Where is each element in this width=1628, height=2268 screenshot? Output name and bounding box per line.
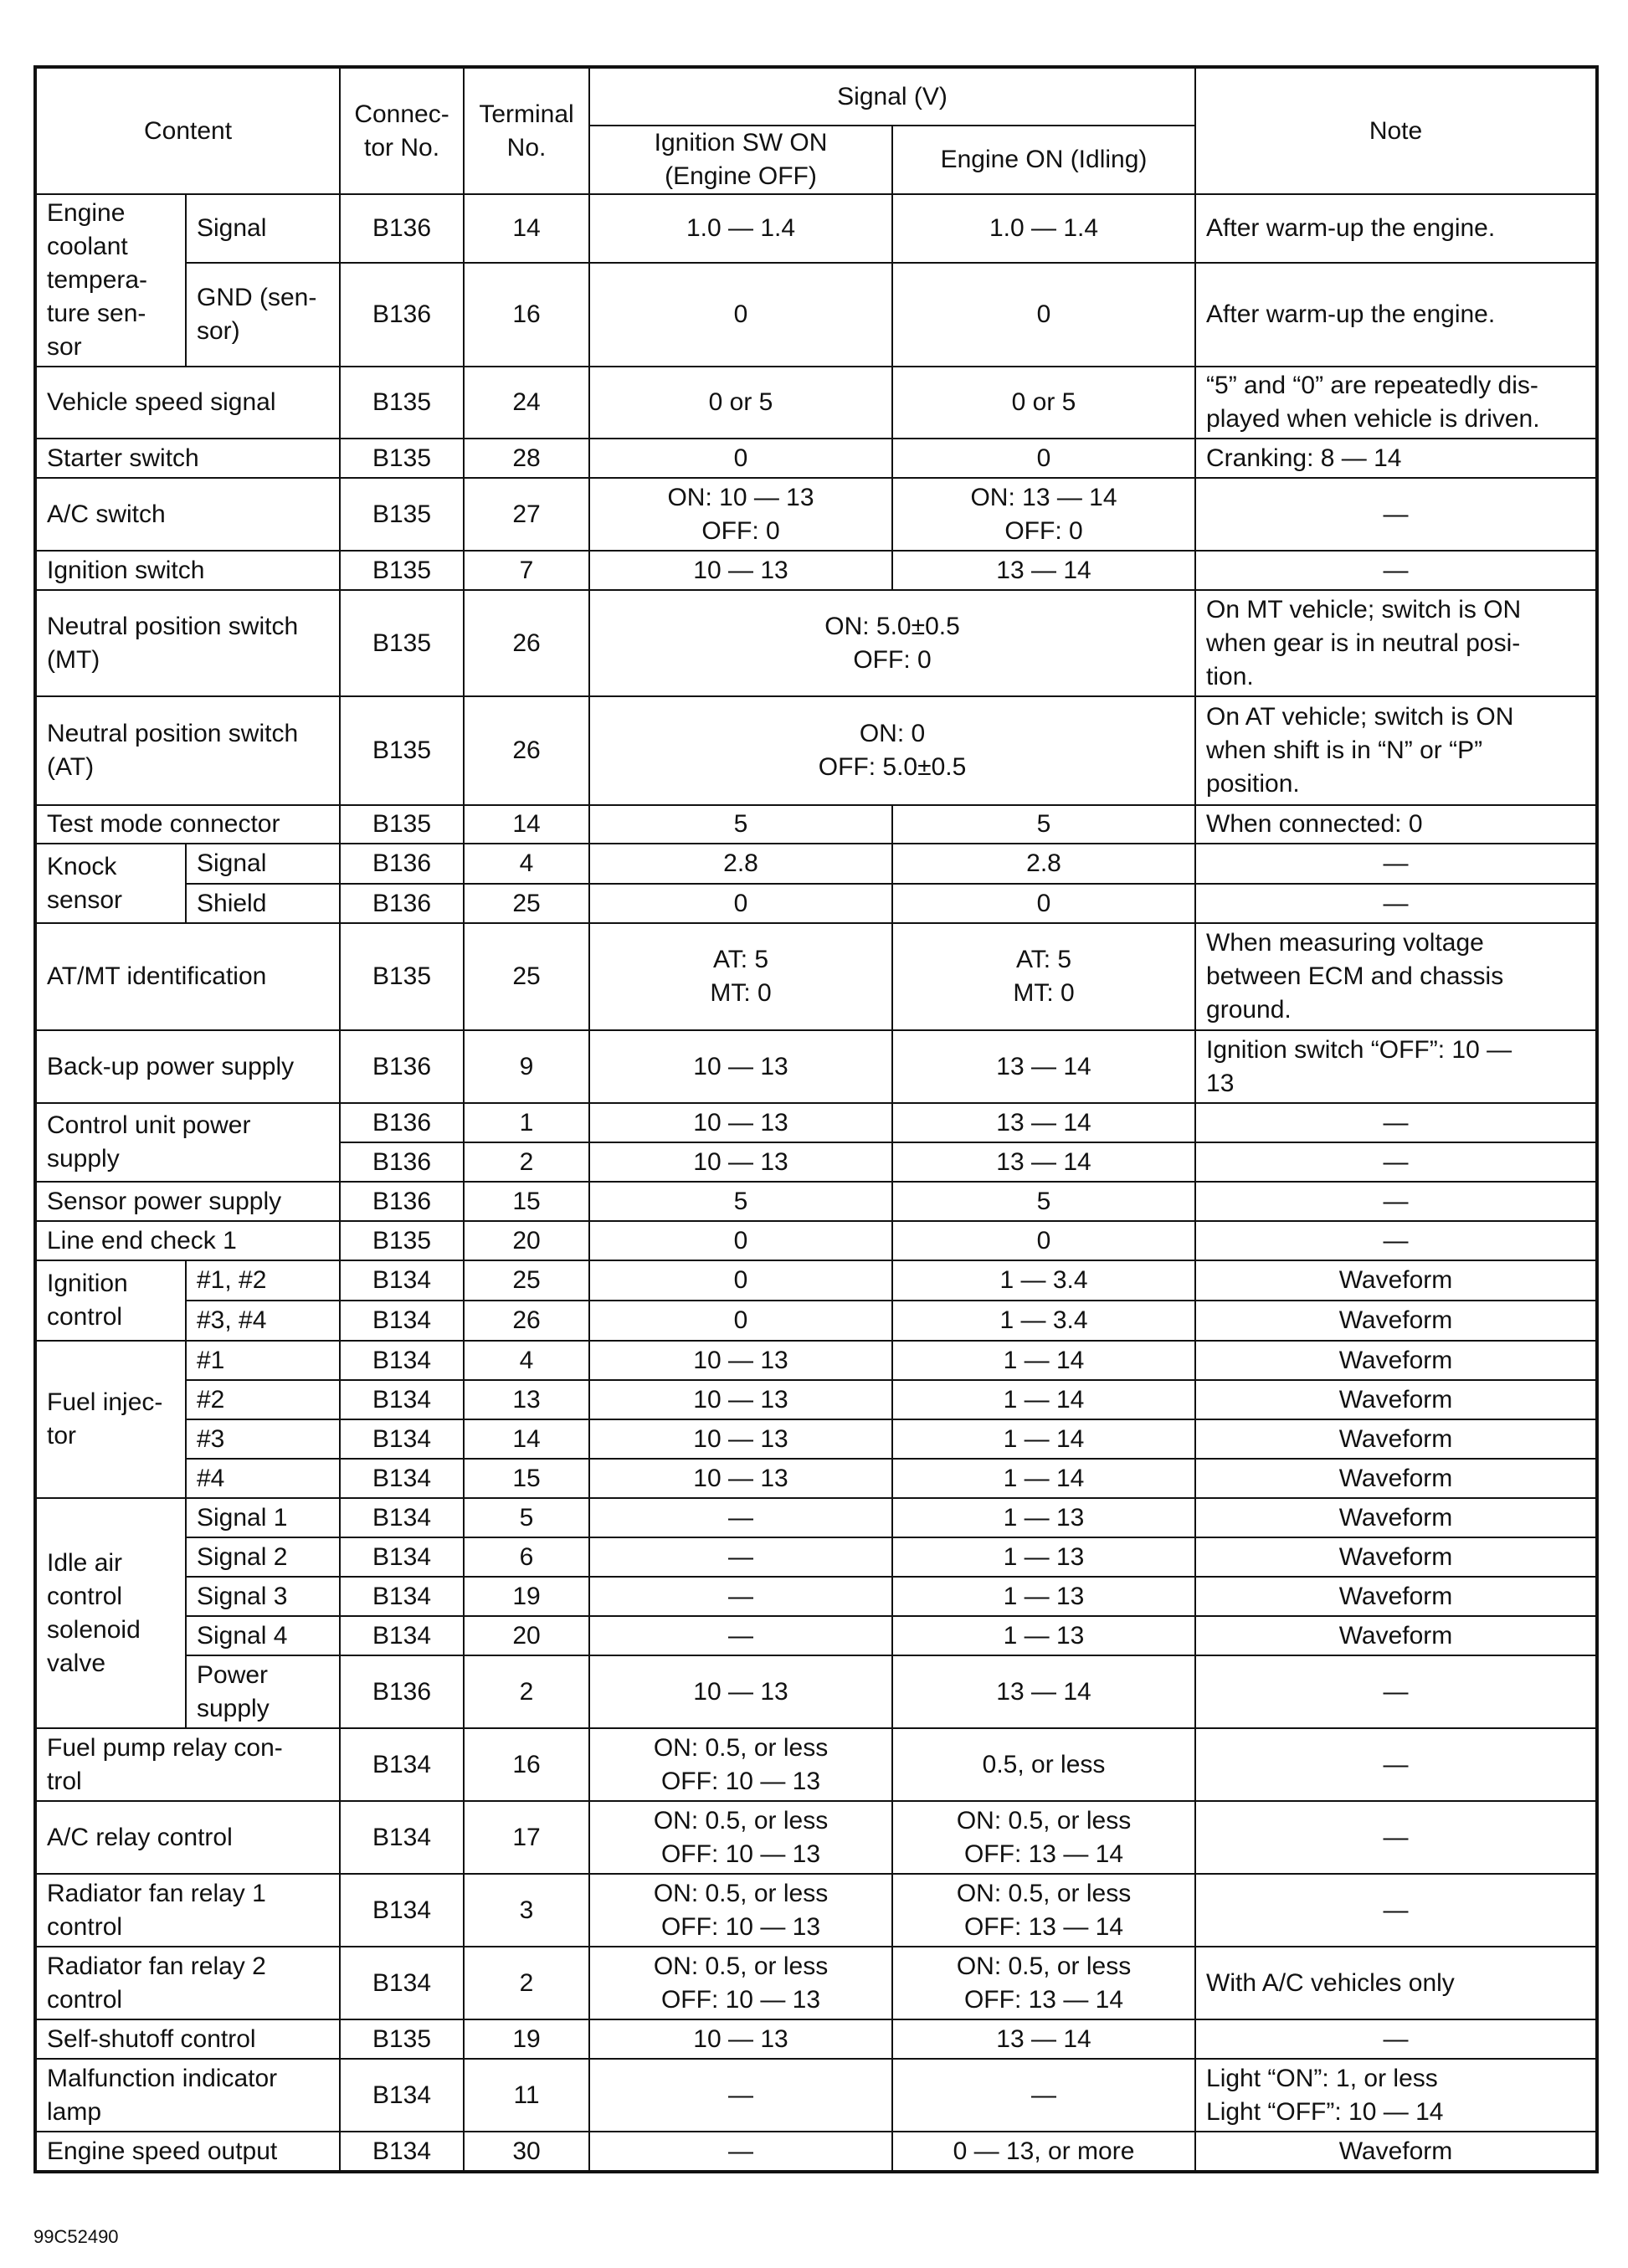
signal-merged: ON: 5.0±0.5 OFF: 0: [589, 590, 1195, 696]
note: —: [1195, 1655, 1597, 1728]
connector-no: B136: [340, 263, 464, 367]
content-group: Engine coolant tempera- ture sen- sor: [35, 194, 186, 367]
signal-engine-on: 0: [892, 1221, 1195, 1260]
connector-no: B134: [340, 1801, 464, 1874]
connector-no: B135: [340, 590, 464, 696]
signal-ign-sw-on: 2.8: [589, 844, 892, 884]
terminal-no: 19: [464, 1577, 589, 1616]
terminal-no: 13: [464, 1380, 589, 1419]
signal-engine-on: AT: 5 MT: 0: [892, 923, 1195, 1030]
signal-ign-sw-on: —: [589, 1577, 892, 1616]
signal-ign-sw-on: 1.0 — 1.4: [589, 194, 892, 263]
signal-engine-on: 0 — 13, or more: [892, 2132, 1195, 2172]
content-group: Fuel injec- tor: [35, 1341, 186, 1498]
signal-ign-sw-on: ON: 10 — 13 OFF: 0: [589, 478, 892, 551]
connector-no: B134: [340, 2059, 464, 2132]
signal-engine-on: 13 — 14: [892, 1142, 1195, 1182]
content-sub: #1: [186, 1341, 340, 1380]
terminal-no: 5: [464, 1498, 589, 1537]
signal-ign-sw-on: ON: 0.5, or less OFF: 10 — 13: [589, 1947, 892, 2019]
connector-no: B135: [340, 551, 464, 590]
connector-no: B136: [340, 194, 464, 263]
connector-no: B134: [340, 1419, 464, 1459]
connector-no: B134: [340, 1537, 464, 1577]
signal-ign-sw-on: 10 — 13: [589, 1341, 892, 1380]
connector-no: B135: [340, 805, 464, 844]
connector-no: B134: [340, 1874, 464, 1947]
table-row: [35, 1655, 1597, 1728]
terminal-no: 14: [464, 1419, 589, 1459]
content-label: Control unit power supply: [35, 1103, 340, 1182]
signal-ign-sw-on: 10 — 13: [589, 551, 892, 590]
signal-engine-on: 0 or 5: [892, 367, 1195, 439]
terminal-no: 4: [464, 844, 589, 884]
content-label: Neutral position switch (AT): [35, 696, 340, 805]
content-group: Ignition control: [35, 1260, 186, 1341]
signal-engine-on: 5: [892, 805, 1195, 844]
note: Cranking: 8 — 14: [1195, 439, 1597, 478]
connector-no: B134: [340, 1459, 464, 1498]
table-row: [35, 439, 1597, 478]
note: —: [1195, 1103, 1597, 1142]
signal-ign-sw-on: 10 — 13: [589, 1419, 892, 1459]
note: —: [1195, 844, 1597, 884]
signal-ign-sw-on: —: [589, 1537, 892, 1577]
signal-ign-sw-on: 0 or 5: [589, 367, 892, 439]
terminal-no: 26: [464, 696, 589, 805]
note: Waveform: [1195, 1301, 1597, 1341]
table-row: [35, 478, 1597, 551]
table-row: [35, 1459, 1597, 1498]
table-row: [35, 551, 1597, 590]
table-row: [35, 194, 1597, 263]
signal-ign-sw-on: ON: 0.5, or less OFF: 10 — 13: [589, 1874, 892, 1947]
signal-engine-on: ON: 13 — 14 OFF: 0: [892, 478, 1195, 551]
terminal-no: 25: [464, 923, 589, 1030]
connector-no: B134: [340, 1260, 464, 1301]
signal-ign-sw-on: 0: [589, 439, 892, 478]
signal-engine-on: 1 — 3.4: [892, 1260, 1195, 1301]
connector-no: B134: [340, 1616, 464, 1655]
content-label: Line end check 1: [35, 1221, 340, 1260]
signal-engine-on: 13 — 14: [892, 2019, 1195, 2059]
connector-no: B134: [340, 1341, 464, 1380]
content-sub: #2: [186, 1380, 340, 1419]
note: —: [1195, 1142, 1597, 1182]
table-row: [35, 2019, 1597, 2059]
terminal-no: 25: [464, 884, 589, 923]
content-sub: #1, #2: [186, 1260, 340, 1301]
content-label: Neutral position switch (MT): [35, 590, 340, 696]
connector-no: B135: [340, 478, 464, 551]
signal-engine-on: 1 — 14: [892, 1419, 1195, 1459]
signal-ign-sw-on: 0: [589, 1301, 892, 1341]
connector-no: B135: [340, 1221, 464, 1260]
content-sub: Signal 2: [186, 1537, 340, 1577]
content-label: Radiator fan relay 2 control: [35, 1947, 340, 2019]
connector-no: B136: [340, 1655, 464, 1728]
terminal-no: 24: [464, 367, 589, 439]
content-label: Back-up power supply: [35, 1030, 340, 1103]
table-row: [35, 1260, 1597, 1301]
signal-engine-on: 0: [892, 263, 1195, 367]
signal-engine-on: 1 — 13: [892, 1498, 1195, 1537]
signal-engine-on: 2.8: [892, 844, 1195, 884]
figure-code: 99C52490: [33, 2226, 119, 2247]
table-row: [35, 1498, 1597, 1537]
signal-ign-sw-on: 10 — 13: [589, 1103, 892, 1142]
content-sub: #4: [186, 1459, 340, 1498]
connector-no: B134: [340, 1577, 464, 1616]
terminal-no: 2: [464, 1655, 589, 1728]
note: —: [1195, 478, 1597, 551]
content-group: Knock sensor: [35, 844, 186, 923]
connector-no: B135: [340, 367, 464, 439]
table-row: [35, 2059, 1597, 2132]
note: After warm-up the engine.: [1195, 263, 1597, 367]
signal-engine-on: 1 — 13: [892, 1577, 1195, 1616]
terminal-no: 20: [464, 1221, 589, 1260]
table-row: [35, 1341, 1597, 1380]
table-row: [35, 805, 1597, 844]
table-row: [35, 1103, 1597, 1142]
connector-no: B134: [340, 1301, 464, 1341]
signal-engine-on: 1.0 — 1.4: [892, 194, 1195, 263]
signal-engine-on: 13 — 14: [892, 1030, 1195, 1103]
content-label: Radiator fan relay 1 control: [35, 1874, 340, 1947]
note: —: [1195, 1182, 1597, 1221]
note: Waveform: [1195, 1419, 1597, 1459]
note: Waveform: [1195, 1616, 1597, 1655]
signal-engine-on: ON: 0.5, or less OFF: 13 — 14: [892, 1874, 1195, 1947]
terminal-no: 9: [464, 1030, 589, 1103]
content-label: A/C switch: [35, 478, 340, 551]
terminal-no: 15: [464, 1459, 589, 1498]
content-sub: Signal 1: [186, 1498, 340, 1537]
table-row: [35, 1380, 1597, 1419]
signal-ign-sw-on: ON: 0.5, or less OFF: 10 — 13: [589, 1728, 892, 1801]
header-content: Content: [35, 67, 340, 194]
content-sub: Signal 3: [186, 1577, 340, 1616]
note: Waveform: [1195, 2132, 1597, 2172]
content-sub: Shield: [186, 884, 340, 923]
table-row: [35, 884, 1597, 923]
connector-no: B135: [340, 696, 464, 805]
signal-ign-sw-on: —: [589, 2132, 892, 2172]
signal-merged: ON: 0 OFF: 5.0±0.5: [589, 696, 1195, 805]
signal-engine-on: 1 — 14: [892, 1459, 1195, 1498]
connector-no: B136: [340, 1103, 464, 1142]
terminal-no: 1: [464, 1103, 589, 1142]
note: When measuring voltage between ECM and chassis ground.: [1195, 923, 1597, 1030]
terminal-no: 15: [464, 1182, 589, 1221]
note: —: [1195, 2019, 1597, 2059]
table-row: [35, 1537, 1597, 1577]
connector-no: B134: [340, 1947, 464, 2019]
table-row: [35, 1419, 1597, 1459]
terminal-no: 2: [464, 1142, 589, 1182]
table-row: [35, 1182, 1597, 1221]
table-row: [35, 590, 1597, 696]
content-label: Vehicle speed signal: [35, 367, 340, 439]
note: Waveform: [1195, 1577, 1597, 1616]
content-sub: GND (sen- sor): [186, 263, 340, 367]
table-row: [35, 1947, 1597, 2019]
content-label: AT/MT identification: [35, 923, 340, 1030]
note: Waveform: [1195, 1459, 1597, 1498]
content-sub: #3: [186, 1419, 340, 1459]
table-row: [35, 1801, 1597, 1874]
header-connector: Connec- tor No.: [340, 67, 464, 194]
note: —: [1195, 1801, 1597, 1874]
connector-no: B136: [340, 844, 464, 884]
signal-engine-on: 5: [892, 1182, 1195, 1221]
table-row: [35, 696, 1597, 805]
table-row: [35, 923, 1597, 1030]
content-label: Starter switch: [35, 439, 340, 478]
terminal-no: 14: [464, 805, 589, 844]
signal-ign-sw-on: 0: [589, 1221, 892, 1260]
note: When connected: 0: [1195, 805, 1597, 844]
signal-engine-on: ON: 0.5, or less OFF: 13 — 14: [892, 1947, 1195, 2019]
content-sub: Signal 4: [186, 1616, 340, 1655]
connector-no: B136: [340, 1030, 464, 1103]
connector-no: B134: [340, 1380, 464, 1419]
header-terminal: Terminal No.: [464, 67, 589, 194]
table-row: [35, 1221, 1597, 1260]
note: With A/C vehicles only: [1195, 1947, 1597, 2019]
note: Waveform: [1195, 1341, 1597, 1380]
signal-ign-sw-on: 0: [589, 1260, 892, 1301]
terminal-no: 30: [464, 2132, 589, 2172]
terminal-no: 3: [464, 1874, 589, 1947]
signal-engine-on: 0: [892, 439, 1195, 478]
terminal-no: 26: [464, 1301, 589, 1341]
table-row: [35, 1728, 1597, 1801]
terminal-no: 14: [464, 194, 589, 263]
connector-no: B134: [340, 2132, 464, 2172]
note: —: [1195, 551, 1597, 590]
table-row: [35, 1030, 1597, 1103]
content-group: Idle air control solenoid valve: [35, 1498, 186, 1728]
connector-no: B135: [340, 439, 464, 478]
content-label: A/C relay control: [35, 1801, 340, 1874]
signal-engine-on: 13 — 14: [892, 1655, 1195, 1728]
signal-engine-on: 1 — 3.4: [892, 1301, 1195, 1341]
signal-ign-sw-on: 0: [589, 884, 892, 923]
header-note: Note: [1195, 67, 1597, 194]
signal-ign-sw-on: 10 — 13: [589, 1655, 892, 1728]
signal-ign-sw-on: —: [589, 2059, 892, 2132]
connector-no: B135: [340, 2019, 464, 2059]
note: “5” and “0” are repeatedly dis- played when vehicle is driven.: [1195, 367, 1597, 439]
signal-ign-sw-on: 0: [589, 263, 892, 367]
signal-engine-on: 0: [892, 884, 1195, 923]
signal-ign-sw-on: 10 — 13: [589, 1459, 892, 1498]
content-label: Malfunction indicator lamp: [35, 2059, 340, 2132]
terminal-no: 20: [464, 1616, 589, 1655]
signal-table: [33, 65, 1599, 2173]
content-sub: Signal: [186, 194, 340, 263]
signal-engine-on: 1 — 13: [892, 1537, 1195, 1577]
signal-ign-sw-on: 10 — 13: [589, 1030, 892, 1103]
table-row: [35, 1616, 1597, 1655]
table-row: [35, 844, 1597, 884]
terminal-no: 11: [464, 2059, 589, 2132]
note: Light “ON”: 1, or less Light “OFF”: 10 — 14: [1195, 2059, 1597, 2132]
terminal-no: 19: [464, 2019, 589, 2059]
table-row: [35, 1577, 1597, 1616]
content-label: Sensor power supply: [35, 1182, 340, 1221]
note: —: [1195, 1728, 1597, 1801]
terminal-no: 17: [464, 1801, 589, 1874]
note: Waveform: [1195, 1380, 1597, 1419]
note: Waveform: [1195, 1498, 1597, 1537]
signal-ign-sw-on: —: [589, 1498, 892, 1537]
terminal-no: 6: [464, 1537, 589, 1577]
terminal-no: 26: [464, 590, 589, 696]
content-sub: Signal: [186, 844, 340, 884]
signal-engine-on: 13 — 14: [892, 1103, 1195, 1142]
content-label: Ignition switch: [35, 551, 340, 590]
header-signal: Signal (V): [589, 67, 1195, 126]
note: Waveform: [1195, 1537, 1597, 1577]
connector-no: B135: [340, 923, 464, 1030]
content-label: Self-shutoff control: [35, 2019, 340, 2059]
terminal-no: 16: [464, 263, 589, 367]
signal-engine-on: 1 — 14: [892, 1380, 1195, 1419]
terminal-no: 7: [464, 551, 589, 590]
header-engine-on: Engine ON (Idling): [892, 126, 1195, 194]
content-sub: Power supply: [186, 1655, 340, 1728]
content-label: Fuel pump relay con- trol: [35, 1728, 340, 1801]
connector-no: B136: [340, 1182, 464, 1221]
terminal-no: 28: [464, 439, 589, 478]
terminal-no: 16: [464, 1728, 589, 1801]
signal-engine-on: 0.5, or less: [892, 1728, 1195, 1801]
content-label: Engine speed output: [35, 2132, 340, 2172]
terminal-no: 2: [464, 1947, 589, 2019]
terminal-no: 27: [464, 478, 589, 551]
signal-ign-sw-on: 5: [589, 1182, 892, 1221]
connector-no: B134: [340, 1498, 464, 1537]
note: —: [1195, 1874, 1597, 1947]
note: Waveform: [1195, 1260, 1597, 1301]
signal-ign-sw-on: ON: 0.5, or less OFF: 10 — 13: [589, 1801, 892, 1874]
signal-ign-sw-on: 10 — 13: [589, 1380, 892, 1419]
signal-ign-sw-on: 10 — 13: [589, 1142, 892, 1182]
note: After warm-up the engine.: [1195, 194, 1597, 263]
table-row: [35, 2132, 1597, 2172]
signal-ign-sw-on: 10 — 13: [589, 2019, 892, 2059]
signal-ign-sw-on: 5: [589, 805, 892, 844]
table-row: [35, 367, 1597, 439]
connector-no: B136: [340, 1142, 464, 1182]
note: Ignition switch “OFF”: 10 — 13: [1195, 1030, 1597, 1103]
connector-no: B136: [340, 884, 464, 923]
signal-engine-on: 1 — 14: [892, 1341, 1195, 1380]
table-row: [35, 1874, 1597, 1947]
signal-ign-sw-on: AT: 5 MT: 0: [589, 923, 892, 1030]
signal-engine-on: 13 — 14: [892, 551, 1195, 590]
header-ign-sw-on: Ignition SW ON (Engine OFF): [589, 126, 892, 194]
connector-no: B134: [340, 1728, 464, 1801]
note: On AT vehicle; switch is ON when shift is in “N” or “P” position.: [1195, 696, 1597, 805]
content-sub: #3, #4: [186, 1301, 340, 1341]
signal-engine-on: ON: 0.5, or less OFF: 13 — 14: [892, 1801, 1195, 1874]
signal-ign-sw-on: —: [589, 1616, 892, 1655]
note: —: [1195, 884, 1597, 923]
terminal-no: 25: [464, 1260, 589, 1301]
note: On MT vehicle; switch is ON when gear is in neutral posi- tion.: [1195, 590, 1597, 696]
signal-engine-on: 1 — 13: [892, 1616, 1195, 1655]
signal-engine-on: —: [892, 2059, 1195, 2132]
note: —: [1195, 1221, 1597, 1260]
content-label: Test mode connector: [35, 805, 340, 844]
table-row: [35, 1301, 1597, 1341]
table-row: [35, 263, 1597, 367]
terminal-no: 4: [464, 1341, 589, 1380]
